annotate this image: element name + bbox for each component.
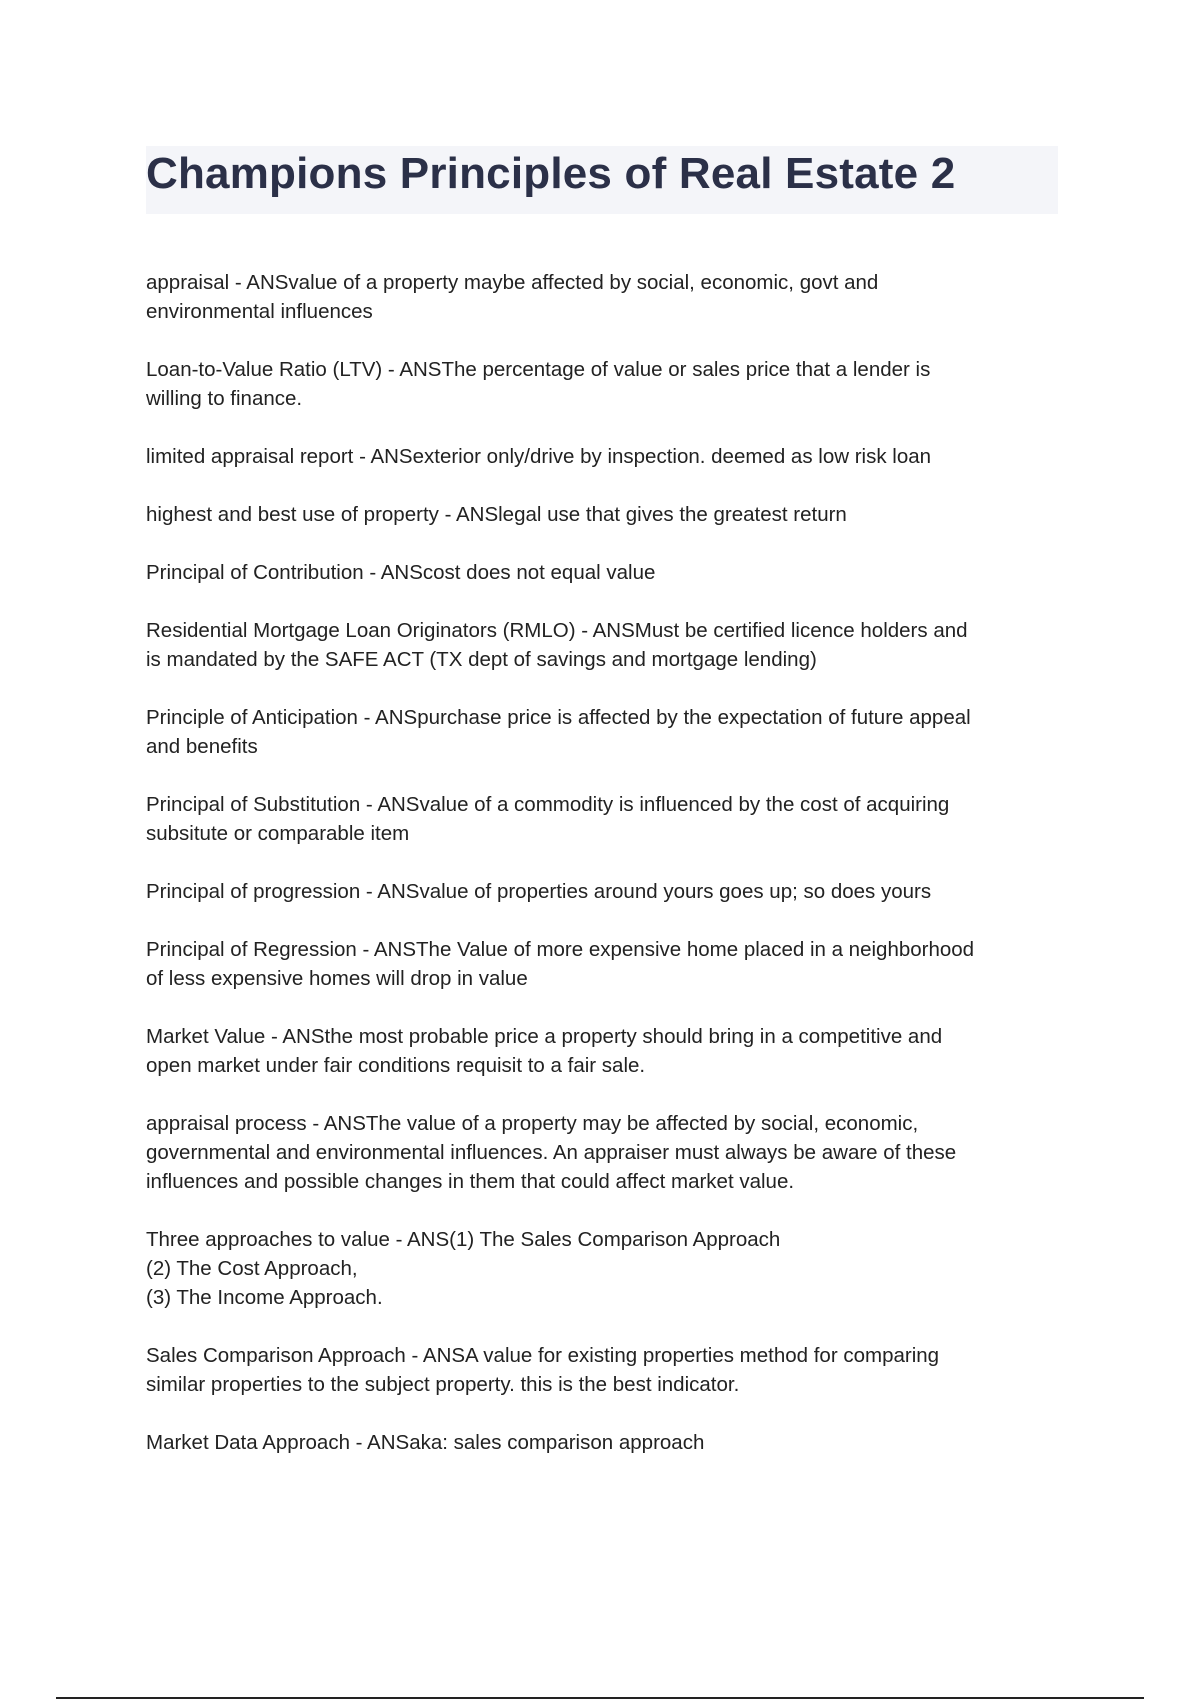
footer-divider xyxy=(56,1697,1144,1699)
flashcard-entry: highest and best use of property - ANSlegal use that gives the greatest return xyxy=(146,503,847,526)
flashcard-entry: Principal of Contribution - ANScost does not equal value xyxy=(146,561,656,584)
flashcard-entry: Loan-to-Value Ratio (LTV) - ANSThe percentage of value or sales price that a lender is willing to finance. xyxy=(146,358,931,410)
flashcard-entry: Residential Mortgage Loan Originators (RMLO) - ANSMust be certified licence holders and is mandated by the SAFE ACT (TX dept of savings and mortgage lending) xyxy=(146,619,968,671)
flashcard-entry: limited appraisal report - ANSexterior only/drive by inspection. deemed as low risk loan xyxy=(146,445,932,468)
flashcard-entry: Market Data Approach - ANSaka: sales comparison approach xyxy=(146,1431,705,1454)
flashcard-entry: Principal of progression - ANSvalue of properties around yours goes up; so does yours xyxy=(146,880,932,903)
flashcard-entry: Principal of Regression - ANSThe Value of more expensive home placed in a neighborhood of less expensive homes will drop in value xyxy=(146,938,975,990)
flashcard-list xyxy=(146,268,1061,1486)
flashcard-entry: Three approaches to value - ANS(1) The Sales Comparison Approach (2) The Cost Approach, (3) The Income Approach. xyxy=(146,1228,781,1309)
flashcard-entry: Principal of Substitution - ANSvalue of a commodity is influenced by the cost of acquiring subsitute or comparable item xyxy=(146,793,950,845)
flashcard-entry: Sales Comparison Approach - ANSA value for existing properties method for comparing similar properties to the subject property. this is the best indicator. xyxy=(146,1344,940,1396)
flashcard-entry: appraisal process - ANSThe value of a property may be affected by social, economic, governmental and environmental influences. An appraiser must always be aware of these influences and possible changes in them that could affect market value. xyxy=(146,1112,957,1193)
document-title: Champions Principles of Real Estate 2 xyxy=(146,149,956,198)
flashcard-entry: Market Value - ANSthe most probable price a property should bring in a competitive and open market under fair conditions requisit to a fair sale. xyxy=(146,1025,943,1077)
flashcard-entry: Principle of Anticipation - ANSpurchase price is affected by the expectation of future appeal and benefits xyxy=(146,706,971,758)
flashcard-entry: appraisal - ANSvalue of a property maybe affected by social, economic, govt and environmental influences xyxy=(146,271,879,323)
